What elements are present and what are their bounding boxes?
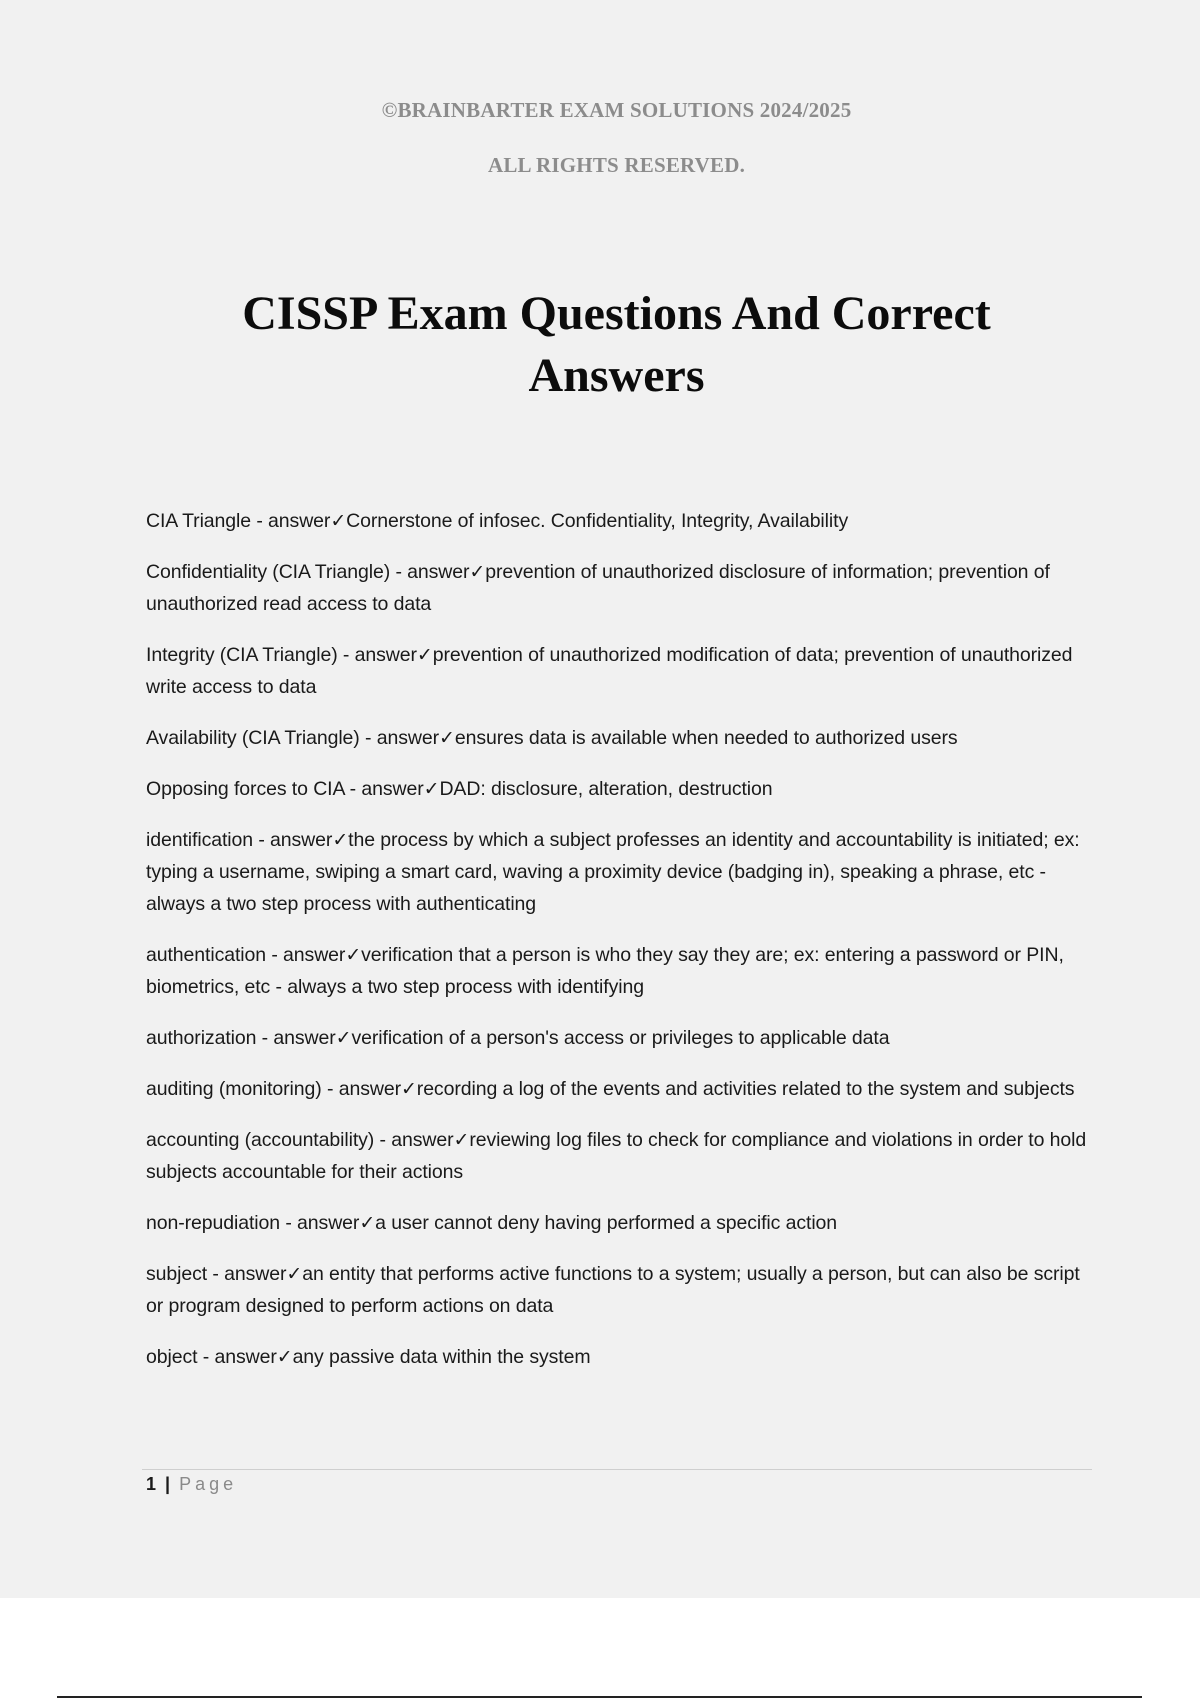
- answer-separator: - answer: [321, 1078, 401, 1100]
- document-title: [170, 283, 1063, 407]
- bottom-divider: [57, 1696, 1142, 1698]
- check-icon: ✓: [416, 644, 433, 666]
- qa-item: [146, 1341, 1096, 1373]
- qa-answer: recording a log of the events and activities related to the system and subjects: [416, 1078, 1075, 1100]
- qa-item: [146, 1073, 1096, 1105]
- page-number: 1: [146, 1474, 157, 1494]
- qa-answer: an entity that performs active functions to a system; usually a person, but can also be script or program designed to perform actions on data: [146, 1263, 1080, 1317]
- answer-separator: - answer: [374, 1129, 454, 1151]
- qa-term: Integrity (CIA Triangle): [146, 644, 338, 666]
- title-line-1: CISSP Exam Questions And Correct: [242, 287, 991, 340]
- qa-answer: verification that a person is who they say they are; ex: entering a password or PIN, biometrics, etc - always a two step process with identifying: [146, 944, 1064, 998]
- qa-answer: the process by which a subject professes an identity and accountability is initiated; ex: typing a username, swiping a smart card, waving a proximity device (badging in), speaking a phrase, etc - always a two step process with authenticating: [146, 829, 1080, 915]
- answer-separator: - answer: [253, 829, 333, 851]
- answer-separator: - answer: [280, 1212, 360, 1234]
- qa-item: [146, 1207, 1096, 1239]
- qa-item: [146, 556, 1096, 620]
- qa-term: authentication: [146, 944, 267, 966]
- footer-divider: [142, 1469, 1092, 1470]
- qa-term: subject: [146, 1263, 208, 1285]
- check-icon: ✓: [469, 561, 486, 583]
- qa-answer: DAD: disclosure, alteration, destruction: [439, 778, 773, 800]
- check-icon: ✓: [345, 944, 362, 966]
- answer-separator: - answer: [337, 644, 417, 666]
- title-line-2: Answers: [528, 349, 705, 402]
- answer-separator: - answer: [359, 727, 439, 749]
- check-icon: ✓: [400, 1078, 417, 1100]
- qa-answer: any passive data within the system: [292, 1346, 591, 1368]
- qa-item: [146, 722, 1096, 754]
- qa-term: authorization: [146, 1027, 257, 1049]
- qa-item: [146, 1258, 1096, 1322]
- rights-notice: ALL RIGHTS RESERVED.: [487, 153, 746, 177]
- check-icon: ✓: [423, 778, 440, 800]
- answer-separator: - answer: [390, 561, 470, 583]
- qa-term: Availability (CIA Triangle): [146, 727, 360, 749]
- answer-separator: - answer: [197, 1346, 277, 1368]
- qa-answer: prevention of unauthorized disclosure of information; prevention of unauthorized read access to data: [146, 561, 1050, 615]
- answer-separator: - answer: [256, 1027, 336, 1049]
- qa-term: identification: [146, 829, 254, 851]
- answer-separator: - answer: [344, 778, 424, 800]
- answer-separator: - answer: [251, 510, 331, 532]
- qa-answer: ensures data is available when needed to authorized users: [454, 727, 958, 749]
- answer-separator: - answer: [207, 1263, 287, 1285]
- check-icon: ✓: [439, 727, 455, 749]
- check-icon: ✓: [332, 829, 349, 851]
- qa-item: [146, 773, 1096, 805]
- qa-answer: reviewing log files to check for compliance and violations in order to hold subjects accountable for their actions: [146, 1129, 1087, 1183]
- qa-term: auditing (monitoring): [146, 1078, 322, 1100]
- qa-term: Opposing forces to CIA: [146, 778, 345, 800]
- qa-answer: prevention of unauthorized modification of data; prevention of unauthorized write access to data: [146, 644, 1073, 698]
- page-footer: [146, 1474, 237, 1495]
- qa-list: [146, 505, 1096, 1392]
- check-icon: ✓: [276, 1346, 293, 1368]
- check-icon: ✓: [453, 1129, 470, 1151]
- qa-answer: verification of a person's access or privileges to applicable data: [351, 1027, 890, 1049]
- qa-term: object: [146, 1346, 198, 1368]
- qa-item: [146, 1124, 1096, 1188]
- check-icon: ✓: [286, 1263, 303, 1285]
- qa-answer: Cornerstone of infosec. Confidentiality, Integrity, Availability: [346, 510, 849, 532]
- qa-item: [146, 939, 1096, 1003]
- qa-term: CIA Triangle: [146, 510, 252, 532]
- page-separator: |: [165, 1474, 171, 1494]
- check-icon: ✓: [335, 1027, 352, 1049]
- check-icon: ✓: [359, 1212, 376, 1234]
- answer-separator: - answer: [266, 944, 346, 966]
- qa-item: [146, 1022, 1096, 1054]
- qa-term: non-repudiation: [146, 1212, 281, 1234]
- qa-answer: a user cannot deny having performed a specific action: [375, 1212, 838, 1234]
- copyright-notice: ©BRAINBARTER EXAM SOLUTIONS 2024/2025: [381, 98, 852, 122]
- check-icon: ✓: [330, 510, 347, 532]
- qa-item: [146, 639, 1096, 703]
- qa-term: Confidentiality (CIA Triangle): [146, 561, 391, 583]
- qa-term: accounting (accountability): [146, 1129, 375, 1151]
- qa-item: [146, 505, 1096, 537]
- page-label: Page: [179, 1474, 238, 1494]
- qa-item: [146, 824, 1096, 920]
